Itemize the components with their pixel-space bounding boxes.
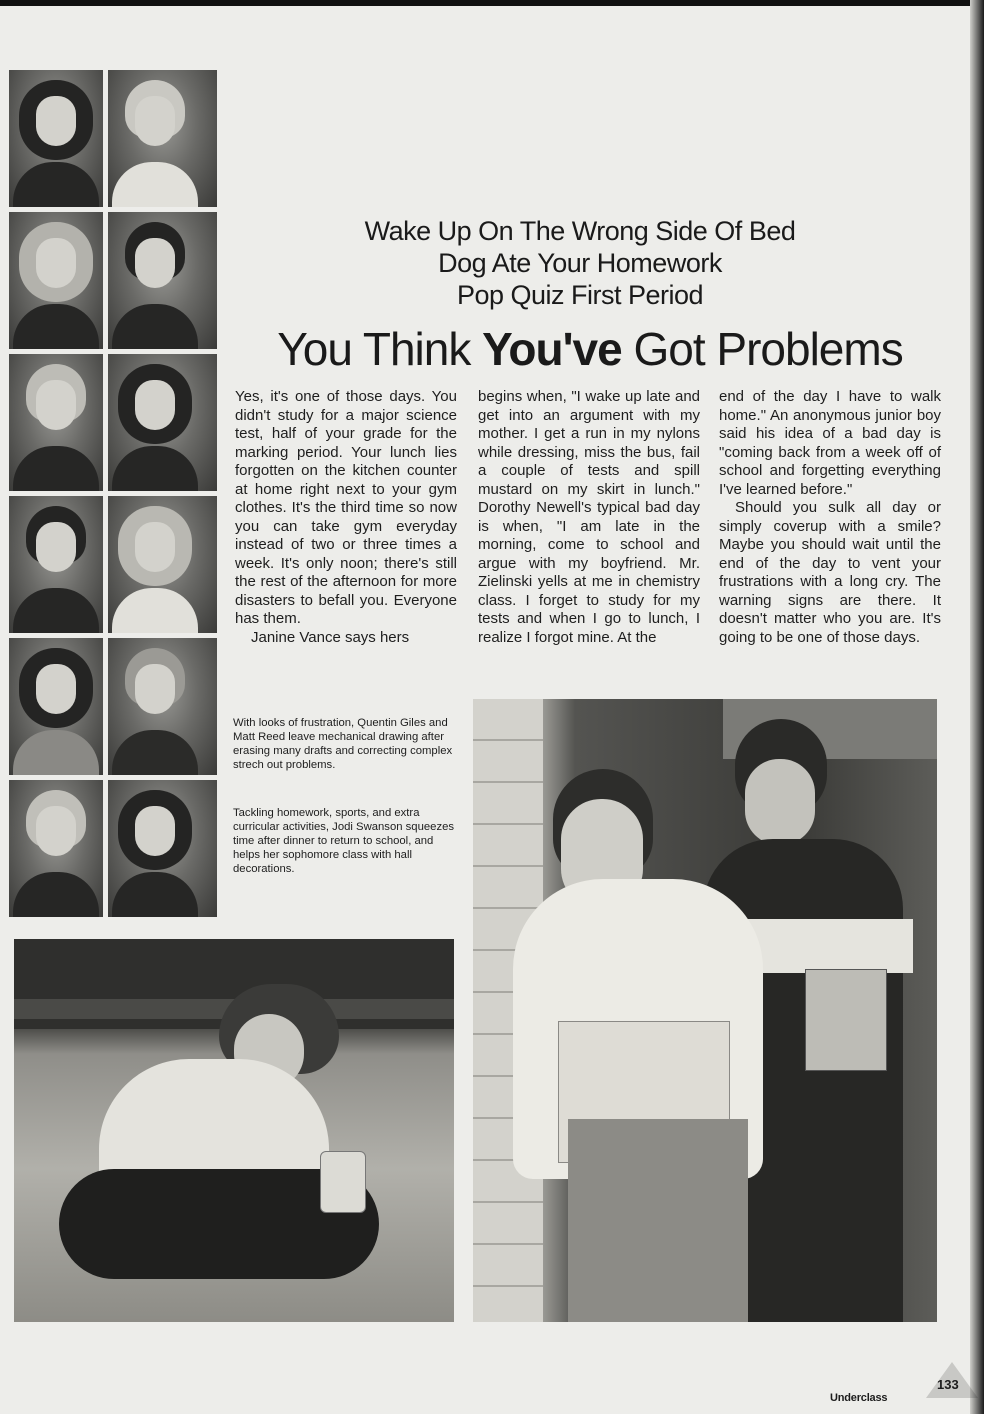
subhead-line-1: Wake Up On The Wrong Side Of Bed <box>364 216 796 246</box>
headline-part-1: You Think <box>277 323 483 375</box>
body-column-3 <box>719 388 941 647</box>
scan-edge-right <box>970 0 984 1414</box>
headline-bold: You've <box>482 323 622 375</box>
portrait-photo <box>9 70 103 207</box>
body-paragraph: end of the day I have to walk home." An anonymous junior boy said his idea of a bad day is "coming back from a week off of school and forgetting everything I've learned before." <box>719 388 941 498</box>
portrait-photo <box>108 212 217 349</box>
photo-student-floor <box>14 939 454 1322</box>
photo-students-hallway <box>473 699 937 1322</box>
portrait-photo <box>9 780 103 917</box>
portrait-photo <box>9 212 103 349</box>
section-label: Underclass <box>830 1392 888 1404</box>
portrait-photo <box>108 354 217 491</box>
portrait-photo <box>9 496 103 633</box>
subhead-line-2: Dog Ate Your Homework <box>438 248 722 278</box>
body-paragraph: Should you sulk all day or simply coverup with a smile? Maybe you should wait until the end of the day to vent your frustrations with a long cry. The warning signs are there. It doesn't matter who you are. It's going to be one of those days. <box>719 499 941 646</box>
headline <box>240 322 940 376</box>
portrait-photo <box>9 354 103 491</box>
subhead-line-3: Pop Quiz First Period <box>456 280 704 310</box>
headline-part-2: Got Problems <box>621 323 903 375</box>
scan-edge-top <box>0 0 984 6</box>
body-column-1 <box>235 388 457 647</box>
portrait-grid <box>9 70 217 916</box>
portrait-photo <box>108 70 217 207</box>
page-number: 133 <box>937 1377 959 1392</box>
body-paragraph: Janine Vance says hers <box>251 628 410 646</box>
body-paragraph: begins when, "I wake up late and get into an argument with my mother. I get a run in my nylons while dressing, miss the bus, fail a couple of tests and spill mustard on my skirt in lunch." Dorothy Newell's typical bad day is when, "I am late in the morning, come to school and argue with my boyfriend. Mr. Zielinski yells at me in chemistry class. I forget to study for my tests and when I go to lunch, I realize I forgot mine. At the <box>478 388 700 646</box>
body-paragraph: Yes, it's one of those days. You didn't study for a major science test, half of your grade for the marking period. Your lunch lies forgotten on the kitchen counter at home right next to your gym clothes. It's the third time so now you can take gym everyday instead of two or three times a week. It's only noon; there's still the rest of the afternoon for more disasters to befall you. Everyone has them. <box>235 388 457 627</box>
portrait-photo <box>108 780 217 917</box>
photo-caption-2: Tackling homework, sports, and extra curricular activities, Jodi Swanson squeezes time after dinner to return to school, and helps her sophomore class with hall decorations. <box>233 807 455 875</box>
portrait-photo <box>108 496 217 633</box>
portrait-photo <box>108 638 217 775</box>
portrait-photo <box>9 638 103 775</box>
body-column-2 <box>478 388 700 647</box>
photo-caption-1: With looks of frustration, Quentin Giles and Matt Reed leave mechanical drawing after erasing many drafts and correcting complex strech out problems. <box>233 717 453 771</box>
